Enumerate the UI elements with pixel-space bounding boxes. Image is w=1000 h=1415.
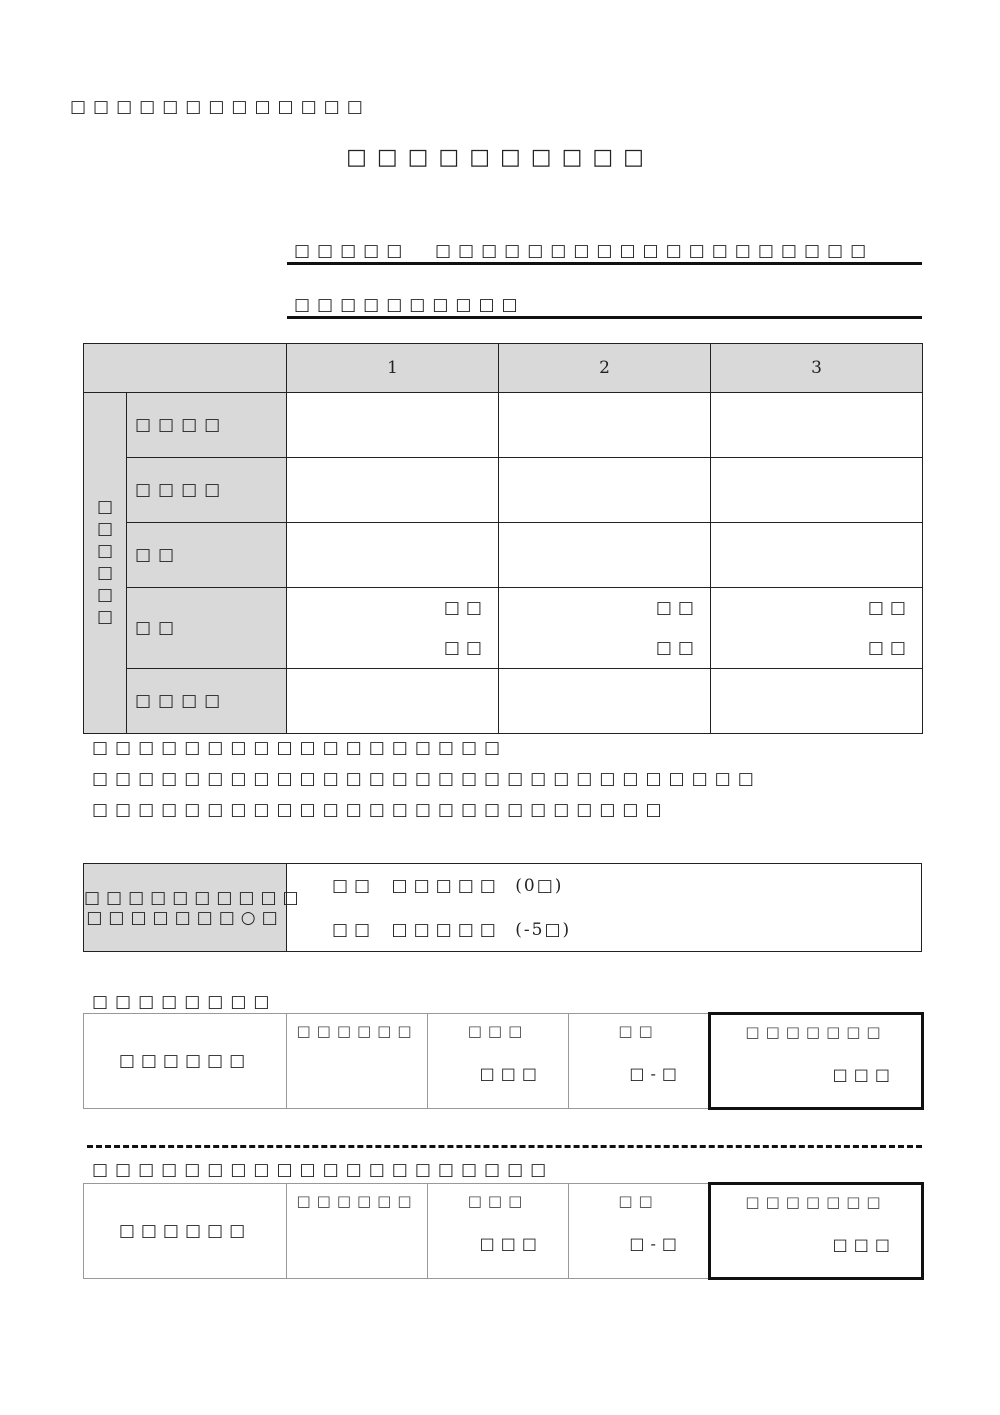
score-2-col-2-head: □□□ <box>467 1192 529 1210</box>
cell-r2-c3[interactable] <box>711 458 923 523</box>
score-1-col-1[interactable] <box>287 1014 428 1109</box>
cell-r4-c1-line2: □□ <box>443 638 488 658</box>
note-2: □□□□□□□□□□□□□□□□□□□□□□□□□□□□□ <box>92 769 761 789</box>
score-section-1-title: □□□□□□□□ <box>92 992 277 1012</box>
score-2-col-3[interactable] <box>569 1184 710 1279</box>
row-label-3: □□ <box>127 523 287 588</box>
score-section-2-title: □□□□□□□□□□□□□□□□□□□□ <box>92 1160 554 1180</box>
score-1-col-3-head: □□ <box>618 1022 659 1040</box>
column-header-2: 2 <box>499 344 711 393</box>
score-1-col-2[interactable] <box>428 1014 569 1109</box>
option-1-text: □□□□□ <box>391 876 502 896</box>
field-2-label: □□□□□□□□□□ <box>294 295 525 315</box>
option-1-points: (0□) <box>515 876 564 896</box>
option-2-points: (-5□) <box>515 920 572 940</box>
cut-line <box>87 1145 922 1148</box>
table-row <box>84 588 923 669</box>
note-3: □□□□□□□□□□□□□□□□□□□□□□□□□ <box>92 800 669 820</box>
table-row <box>84 523 923 588</box>
score-1-row-label: □□□□□□ <box>84 1014 287 1109</box>
score-1-col-3[interactable] <box>569 1014 710 1109</box>
row-label-4: □□ <box>127 588 287 669</box>
corner-cell <box>84 344 287 393</box>
score-2-col-4-value: □□□ <box>832 1235 896 1254</box>
score-2-col-4-head: □□□□□□□ <box>745 1193 887 1211</box>
column-header-1: 1 <box>287 344 499 393</box>
note-1: □□□□□□□□□□□□□□□□□□ <box>92 738 508 758</box>
score-table-1 <box>83 1012 924 1110</box>
cell-r4-c2[interactable] <box>499 588 711 669</box>
cell-r4-c1-line1: □□ <box>443 598 488 618</box>
choice-label-cell <box>84 864 305 951</box>
score-2-col-2-value: □□□ <box>479 1234 543 1253</box>
row-label-1: □□□□ <box>127 393 287 458</box>
cell-r3-c3[interactable] <box>711 523 923 588</box>
table-row <box>84 669 923 734</box>
group-label-cell <box>84 393 127 734</box>
cell-r4-c2-line2: □□ <box>655 638 700 658</box>
field-2-underline[interactable] <box>287 316 922 319</box>
cell-r5-c1[interactable] <box>287 669 499 734</box>
score-1-col-4-value: □□□ <box>832 1065 896 1084</box>
score-1-col-1-head: □□□□□□ <box>296 1022 418 1040</box>
choice-option-2[interactable] <box>332 920 571 940</box>
row-label-5: □□□□ <box>127 669 287 734</box>
cell-r2-c2[interactable] <box>499 458 711 523</box>
option-1-mark: □□ <box>332 876 377 896</box>
score-1-col-4-head: □□□□□□□ <box>745 1023 887 1041</box>
main-table <box>83 343 923 734</box>
form-number: □□□□□□□□□□□□□ <box>70 97 370 117</box>
cell-r4-c1[interactable] <box>287 588 499 669</box>
score-1-col-2-head: □□□ <box>467 1022 529 1040</box>
score-2-col-2[interactable] <box>428 1184 569 1279</box>
score-2-col-3-head: □□ <box>618 1192 659 1210</box>
cell-r1-c2[interactable] <box>499 393 711 458</box>
score-2-col-3-value: □-□ <box>629 1234 683 1253</box>
score-2-col-1[interactable] <box>287 1184 428 1279</box>
cell-r3-c1[interactable] <box>287 523 499 588</box>
option-2-mark: □□ <box>332 920 377 940</box>
cell-r4-c2-line1: □□ <box>655 598 700 618</box>
score-table-2 <box>83 1182 924 1280</box>
notes <box>92 738 761 831</box>
score-2-col-4[interactable] <box>710 1184 923 1279</box>
table-row <box>84 458 923 523</box>
score-1-col-4[interactable] <box>710 1014 923 1109</box>
choice-label-line1: □□□□□□□□□□ <box>84 888 305 908</box>
choice-box <box>83 863 922 952</box>
group-label: □□□□□□ <box>95 497 115 629</box>
cell-r1-c3[interactable] <box>711 393 923 458</box>
cell-r4-c3[interactable] <box>711 588 923 669</box>
cell-r5-c2[interactable] <box>499 669 711 734</box>
choice-label-line2: □□□□□□□○□ <box>86 908 284 928</box>
cell-r1-c1[interactable] <box>287 393 499 458</box>
score-2-col-1-head: □□□□□□ <box>296 1192 418 1210</box>
cell-r4-c3-line2: □□ <box>867 638 912 658</box>
field-1-label: □□□□□ <box>294 241 410 261</box>
table-row <box>84 393 923 458</box>
row-label-2: □□□□ <box>127 458 287 523</box>
cell-r2-c1[interactable] <box>287 458 499 523</box>
cell-r3-c2[interactable] <box>499 523 711 588</box>
column-header-3: 3 <box>711 344 923 393</box>
field-1-underline <box>287 262 922 265</box>
document-title: □□□□□□□□□□ <box>346 145 654 170</box>
score-1-col-2-value: □□□ <box>479 1064 543 1083</box>
score-2-row-label: □□□□□□ <box>84 1184 287 1279</box>
table-header-row <box>84 344 923 393</box>
field-1-value[interactable]: □□□□□□□□□□□□□□□□□□□ <box>435 241 874 261</box>
option-2-text: □□□□□ <box>391 920 502 940</box>
cell-r4-c3-line1: □□ <box>867 598 912 618</box>
score-1-col-3-value: □-□ <box>629 1064 683 1083</box>
choice-option-1[interactable] <box>332 876 563 896</box>
cell-r5-c3[interactable] <box>711 669 923 734</box>
